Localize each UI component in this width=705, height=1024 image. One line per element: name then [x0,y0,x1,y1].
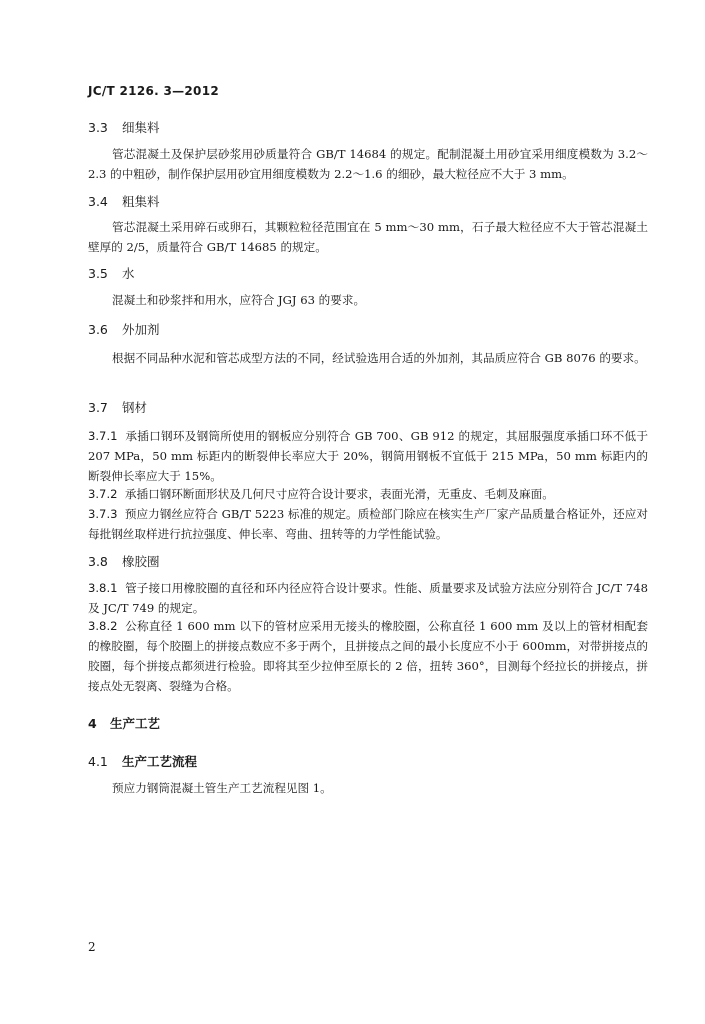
section-title: 生产工艺流程 [122,754,198,769]
clause-number: 3.7.1 [88,429,118,443]
section-title: 粗集料 [122,194,160,209]
section-3-3-heading [88,118,160,136]
clause-text: 管子接口用橡胶圈的直径和环内径应符合设计要求。性能、质量要求及试验方法应分别符合 JC/T 748 及 JC/T 749 的规定。 [88,581,648,615]
clause-3-7-3 [88,504,648,544]
clause-number: 3.8.1 [88,581,118,595]
section-number: 3.6 [88,322,108,337]
clause-number: 3.8.2 [88,619,118,633]
section-number: 3.7 [88,400,108,415]
clause-3-8-2 [88,616,648,696]
clause-number: 3.7.3 [88,507,118,521]
section-3-6-text: 根据不同品种水泥和管芯成型方法的不同，经试验选用合适的外加剂，其品质应符合 GB 8076 的要求。 [112,351,646,365]
section-number: 3.3 [88,120,108,135]
page-number: 2 [88,940,96,954]
clause-text: 预应力钢丝应符合 GB/T 5223 标准的规定。质检部门除应在核实生产厂家产品质量合格证外，还应对每批钢丝取样进行抗拉强度、伸长率、弯曲、扭转等的力学性能试验。 [88,507,649,541]
clause-3-7-1 [88,426,648,486]
clause-text: 公称直径 1 600 mm 以下的管材应采用无接头的橡胶圈，公称直径 1 600 mm 及以上的管材相配套的橡胶圈，每个胶圈上的拼接点数应不多于两个，且拼接点之间的最小长度应不小于 600mm，对带拼接点的胶圈，每个拼接点都须进行检验。即将其至少拉伸至原长的 2 倍，扭转 360°，目测每个经拉长的拼接点，拼接点处无裂离、裂缝为合格。 [88,619,648,693]
section-3-4-heading [88,192,160,210]
chapter-number: 4 [88,716,97,731]
section-number: 3.5 [88,266,108,281]
section-title: 外加剂 [122,322,160,337]
section-title: 橡胶圈 [122,554,160,569]
clause-3-7-2 [88,484,648,504]
section-3-7-heading [88,398,147,416]
section-title: 钢材 [122,400,148,415]
clause-number: 3.7.2 [88,487,118,501]
section-3-5-heading [88,264,135,282]
section-number: 3.8 [88,554,108,569]
standard-code: JC/T 2126. 3—2012 [88,84,220,98]
chapter-title: 生产工艺 [110,716,161,731]
section-4-1-text: 预应力钢筒混凝土管生产工艺流程见图 1。 [112,781,332,795]
section-3-3-text: 管芯混凝土及保护层砂浆用砂质量符合 GB/T 14684 的规定。配制混凝土用砂宜采用细度模数为 3.2～2.3 的中粗砂，制作保护层用砂宜用细度模数为 2.2～1.6 的细砂，最大粒径应不大于 3 mm。 [88,147,648,181]
section-3-8-heading [88,552,160,570]
section-4-1-heading [88,752,197,770]
clause-text: 承插口钢环断面形状及几何尺寸应符合设计要求，表面光滑，无重皮、毛刺及麻面。 [124,487,554,501]
clause-3-8-1 [88,578,648,618]
section-3-5-text: 混凝土和砂浆拌和用水，应符合 JGJ 63 的要求。 [112,293,366,307]
section-number: 3.4 [88,194,108,209]
section-title: 水 [122,266,135,281]
section-number: 4.1 [88,754,108,769]
chapter-4-heading [88,714,160,732]
clause-text: 承插口钢环及钢筒所使用的钢板应分别符合 GB 700、GB 912 的规定，其屈服强度承插口环不低于 207 MPa，50 mm 标距内的断裂伸长率应大于 20%，钢筒用钢板不宜低于 215 MPa，50 mm 标距内的断裂伸长率应大于 15%。 [88,429,648,483]
section-3-4-text: 管芯混凝土采用碎石或卵石，其颗粒粒径范围宜在 5 mm～30 mm，石子最大粒径应不大于管芯混凝土壁厚的 2/5，质量符合 GB/T 14685 的规定。 [88,220,648,254]
section-3-6-heading [88,320,160,338]
section-title: 细集料 [122,120,160,135]
